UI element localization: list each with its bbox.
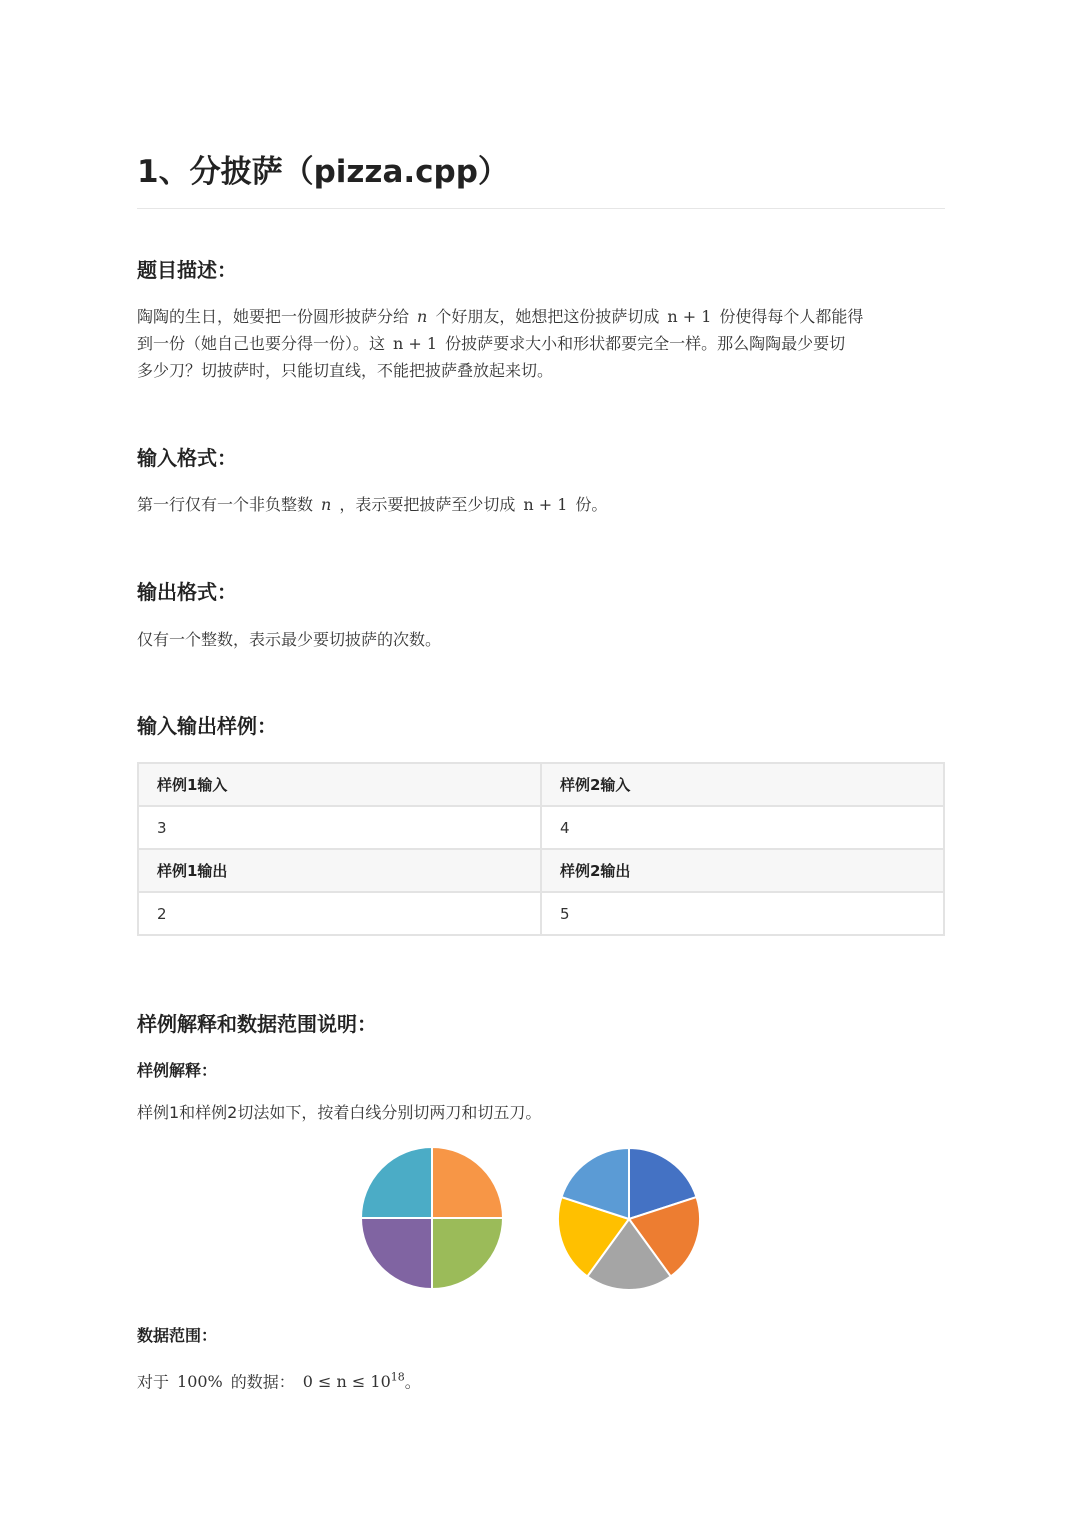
math-exponent: 18: [390, 1371, 405, 1384]
data-range-subheading: 数据范围：: [137, 1326, 218, 1345]
output-format-text: 仅有一个整数，表示最少要切披萨的次数。: [137, 630, 442, 649]
table-row: [138, 892, 944, 935]
math-n-plus-1: n + 1: [667, 307, 712, 326]
table-cell: 样例2输出: [541, 849, 944, 892]
pizza-cut-illustrations: [356, 1144, 706, 1294]
table-cell: 5: [541, 892, 944, 935]
pie1-slice-1: [432, 1147, 503, 1218]
pie1-slice-4: [361, 1147, 432, 1218]
table-cell: 4: [541, 806, 944, 849]
desc-line2-b: 份披萨要求大小和形状都要完全一样。那么陶陶最少要切: [445, 334, 846, 353]
table-row: [138, 806, 944, 849]
table-cell: 样例1输出: [138, 849, 541, 892]
desc-line1-a: 陶陶的生日，她要把一份圆形披萨分给: [137, 307, 410, 326]
table-cell: 3: [138, 806, 541, 849]
sample-explanation-text: 样例1和样例2切法如下，按着白线分别切两刀和切五刀。: [137, 1103, 542, 1122]
output-format-heading: 输出格式：: [137, 580, 237, 604]
explanation-heading: 样例解释和数据范围说明：: [137, 1012, 377, 1036]
input-text-c: 份。: [575, 495, 608, 514]
desc-line1-c: 份使得每个人都能得: [719, 307, 864, 326]
data-range-text: [137, 1364, 945, 1395]
pie1-slice-3: [361, 1218, 432, 1289]
math-n-input: n: [321, 495, 332, 514]
math-range: [295, 1372, 405, 1391]
math-n: n: [417, 307, 428, 326]
range-text-b: 的数据：: [230, 1372, 295, 1392]
math-n-plus-1-b: n + 1: [393, 334, 438, 353]
input-text-a: 第一行仅有一个非负整数: [137, 495, 314, 514]
desc-line3: 多少刀？切披萨时，只能切直线，不能把披萨叠放起来切。: [137, 361, 554, 380]
samples-table: [137, 762, 945, 936]
input-format-heading: 输入格式：: [137, 446, 237, 470]
page-title: 1、分披萨（pizza.cpp）: [137, 148, 945, 209]
math-range-expr: 0 ≤ n ≤ 10: [302, 1372, 391, 1392]
table-row: [138, 763, 944, 806]
table-cell: 样例2输入: [541, 763, 944, 806]
table-cell: 样例1输入: [138, 763, 541, 806]
pie1-slice-2: [432, 1218, 503, 1289]
sample-explanation-subheading: 样例解释：: [137, 1061, 218, 1080]
description-text: [137, 303, 945, 384]
math-percent: 100%: [177, 1372, 223, 1392]
samples-heading: 输入输出样例：: [137, 714, 277, 738]
range-text-a: 对于: [137, 1372, 170, 1392]
math-n-plus-1-input: n + 1: [523, 495, 568, 514]
input-text-b: ，表示要把披萨至少切成: [339, 495, 516, 514]
desc-line2-a: 到一份（她自己也要分得一份）。这: [137, 334, 386, 353]
range-text-end: 。: [404, 1372, 421, 1392]
input-format-text: [137, 491, 945, 518]
table-row: [138, 849, 944, 892]
desc-line1-b: 个好朋友，她想把这份披萨切成: [435, 307, 660, 326]
table-cell: 2: [138, 892, 541, 935]
description-heading: 题目描述：: [137, 258, 237, 282]
